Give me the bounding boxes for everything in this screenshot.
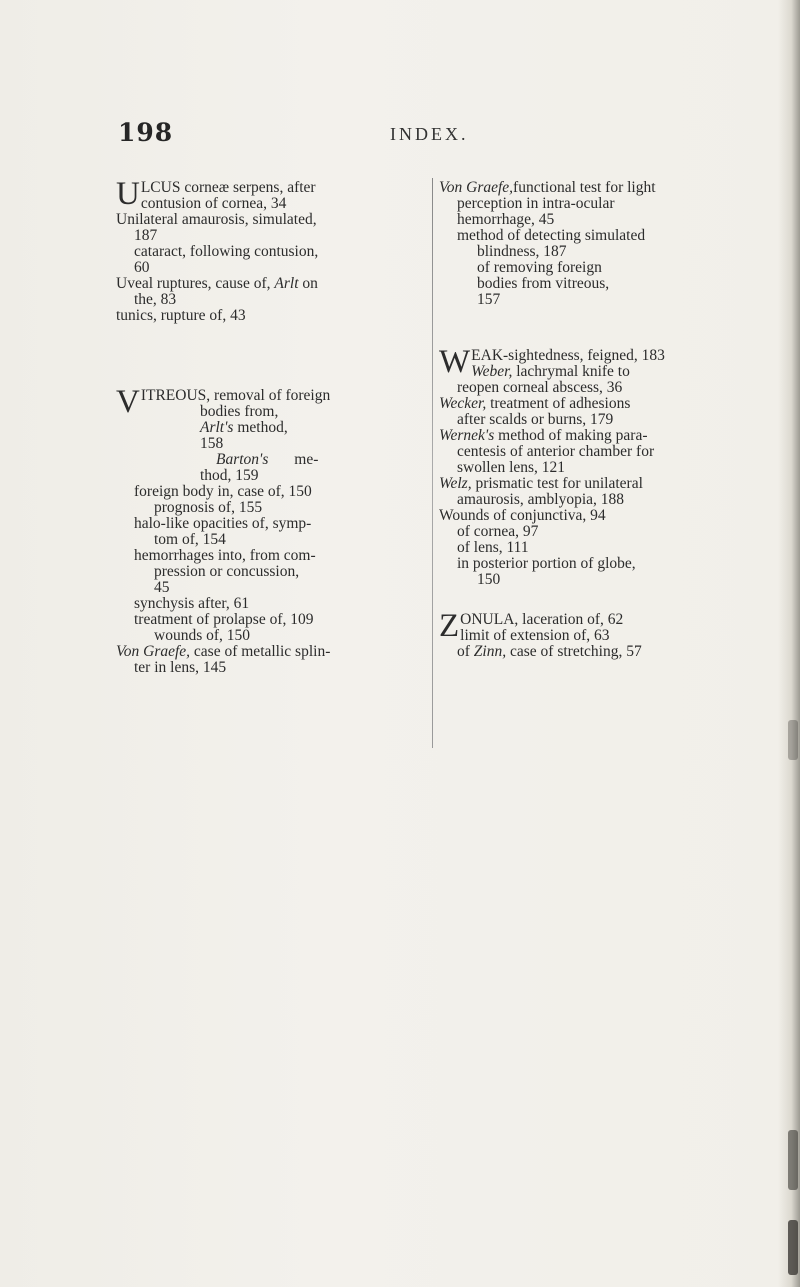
index-line — [439, 180, 769, 196]
page-edge-mark — [788, 1130, 798, 1190]
index-line: 158 — [200, 435, 224, 452]
index-line: treatment of prolapse of, 109 — [134, 611, 314, 628]
index-line — [439, 476, 769, 492]
page-edge-shadow — [778, 0, 800, 1287]
index-entry-vitreous — [116, 384, 428, 676]
author-name: Welz, — [439, 475, 472, 492]
author-name: Arlt — [274, 275, 299, 292]
index-text: LCUS corneæ serpens, after — [140, 179, 316, 196]
author-name: Arlt's — [200, 419, 234, 436]
index-text: lachrymal knife to — [516, 363, 630, 380]
index-line: ONULA, laceration of, 62 — [460, 611, 624, 628]
index-text: functional test for light — [513, 179, 656, 196]
index-line: pression or concussion, — [154, 563, 300, 580]
index-line: amaurosis, amblyopia, 188 — [457, 491, 625, 508]
index-line: wounds of, 150 — [154, 627, 251, 644]
dropcap-letter: U — [116, 176, 140, 212]
index-line: blindness, 187 — [477, 243, 567, 260]
index-line: reopen corneal abscess, 36 — [457, 379, 623, 396]
index-line: hemorrhage, 45 — [457, 211, 555, 228]
index-line: prognosis of, 155 — [154, 499, 263, 516]
index-line: 60 — [134, 259, 150, 276]
index-line: centesis of anterior chamber for — [457, 443, 655, 460]
index-line: foreign body in, case of, 150 — [134, 483, 312, 500]
index-line — [439, 428, 769, 444]
index-line — [439, 396, 769, 412]
index-line: the, 83 — [134, 291, 177, 308]
index-line: hemorrhages into, from com- — [134, 547, 316, 564]
index-entry-ulcus — [116, 176, 428, 324]
dropcap-letter: V — [116, 384, 140, 420]
index-line — [439, 364, 769, 380]
index-line: of cornea, 97 — [457, 523, 539, 540]
index-column-left — [116, 176, 428, 676]
index-text: case of stretching, 57 — [509, 643, 642, 660]
author-name: Wernek's — [439, 427, 495, 444]
author-name: Von Graefe, — [439, 179, 514, 196]
index-line: Wounds of conjunctiva, 94 — [439, 507, 606, 524]
running-head: INDEX. — [390, 124, 469, 144]
index-line — [116, 644, 428, 660]
page-edge-mark — [788, 720, 798, 760]
index-text: case of metallic splin- — [193, 643, 331, 660]
index-line: bodies from, — [200, 403, 279, 420]
index-text: on — [302, 275, 318, 292]
index-line: 187 — [134, 227, 158, 244]
index-entry-weak — [439, 344, 769, 588]
index-line — [439, 644, 769, 660]
index-text: method of making para- — [498, 427, 648, 444]
index-line: synchysis after, 61 — [134, 595, 250, 612]
index-line: after scalds or burns, 179 — [457, 411, 614, 428]
page-edge-mark — [788, 1220, 798, 1275]
index-line: limit of extension of, 63 — [460, 627, 610, 644]
index-line: swollen lens, 121 — [457, 459, 566, 476]
index-line: EAK-sightedness, feigned, 183 — [471, 347, 665, 364]
index-line: thod, 159 — [200, 467, 259, 484]
index-line — [116, 276, 428, 292]
index-entry-zonula — [439, 608, 769, 660]
index-entry-von-graefe — [439, 180, 769, 308]
author-name: Weber, — [471, 363, 513, 380]
index-line: of removing foreign — [477, 259, 602, 276]
page-number: 198 — [118, 118, 174, 147]
author-name: Zinn, — [473, 643, 507, 660]
index-line: ter in lens, 145 — [134, 659, 227, 676]
index-line: perception in intra-ocular — [457, 195, 615, 212]
index-line: of lens, 111 — [457, 539, 529, 556]
index-text: me- — [294, 451, 319, 468]
index-line: in posterior portion of globe, — [457, 555, 636, 572]
dropcap-letter: W — [439, 344, 471, 380]
index-line: contusion of cornea, 34 — [140, 195, 287, 212]
index-line — [141, 180, 428, 196]
index-line: cataract, following contusion, — [134, 243, 319, 260]
index-line: halo-like opacities of, symp- — [134, 515, 312, 532]
index-text: method, — [237, 419, 288, 436]
index-line: tunics, rupture of, 43 — [116, 307, 246, 324]
column-divider — [432, 178, 433, 748]
index-line: 150 — [477, 571, 501, 588]
index-line: Unilateral amaurosis, simulated, — [116, 211, 317, 228]
index-line — [116, 452, 428, 468]
index-line: tom of, 154 — [154, 531, 226, 548]
index-line: ITREOUS, removal of foreign — [140, 387, 331, 404]
index-text: prismatic test for unilateral — [475, 475, 643, 492]
index-line: 45 — [154, 579, 170, 596]
index-line: method of detecting simulated — [457, 227, 646, 244]
author-name: Barton's — [216, 451, 269, 468]
dropcap-letter: Z — [439, 608, 460, 644]
index-line: bodies from vitreous, — [477, 275, 610, 292]
index-line — [116, 420, 428, 436]
index-text: treatment of adhesions — [490, 395, 631, 412]
index-text: Uveal ruptures, cause of, — [116, 275, 271, 292]
author-name: Wecker, — [439, 395, 487, 412]
index-line: 157 — [477, 291, 501, 308]
index-column-right — [439, 180, 769, 660]
author-name: Von Graefe, — [116, 643, 191, 660]
index-text: of — [457, 643, 470, 660]
